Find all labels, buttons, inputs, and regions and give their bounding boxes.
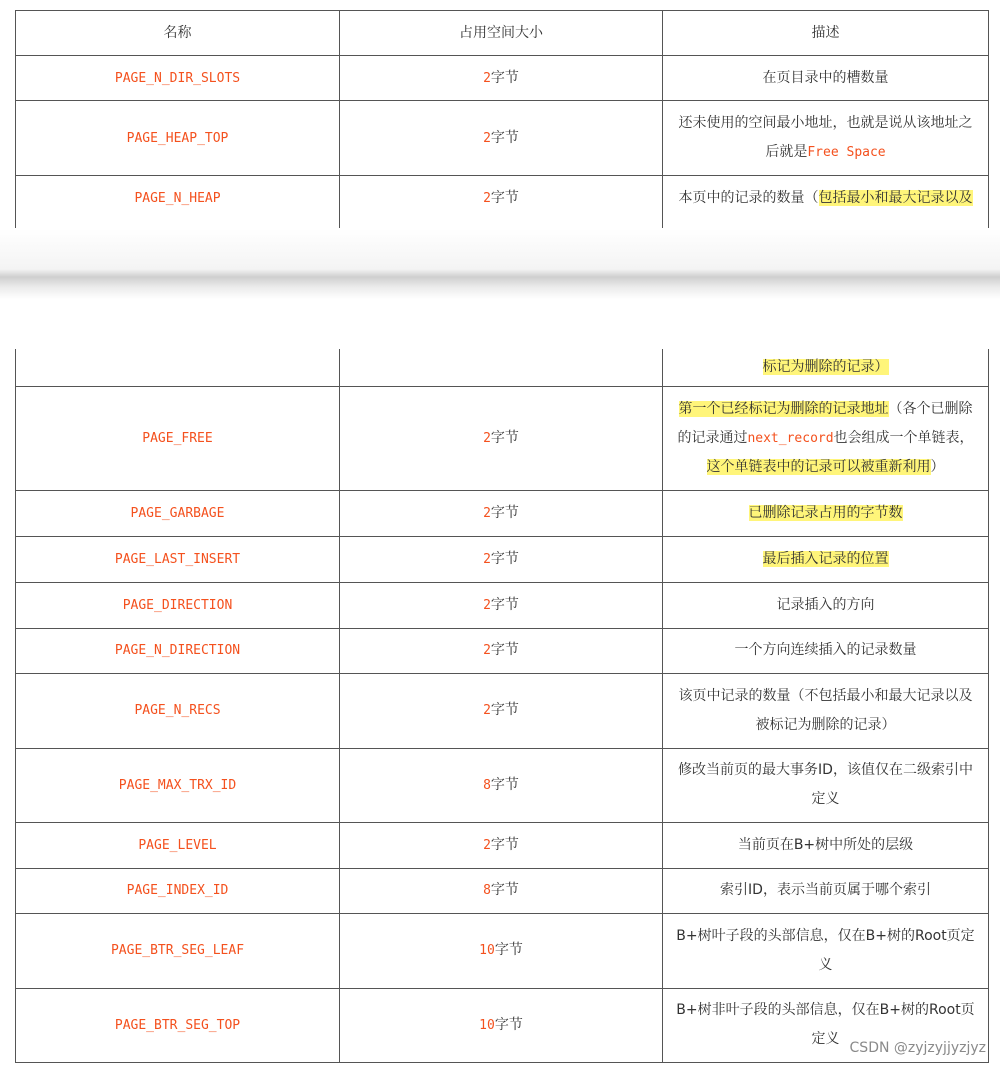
- description-cell: [663, 386, 989, 490]
- description-cell: [663, 490, 989, 536]
- table-row: [16, 56, 989, 101]
- field-name-cell: [16, 748, 340, 822]
- description-line: 定义: [811, 791, 840, 807]
- description-cell: [663, 913, 989, 988]
- table-row-continued: [16, 349, 989, 386]
- description-highlight: 第一个已经标记为删除的记录地址: [678, 400, 889, 417]
- description-line: B+树非叶子段的头部信息，仅在B+树的Root页: [676, 1002, 975, 1018]
- field-name-cell: [16, 536, 340, 582]
- description-cell: [663, 628, 989, 673]
- size-cell: [340, 913, 663, 988]
- description-cell: [663, 349, 989, 386]
- table-row: [16, 101, 989, 176]
- field-name-cell: [16, 913, 340, 988]
- size-value: 2: [483, 505, 491, 521]
- size-cell: [340, 748, 663, 822]
- description-code: Free Space: [807, 145, 886, 160]
- field-name: PAGE_N_RECS: [134, 703, 221, 718]
- field-name-cell: [16, 868, 340, 913]
- description-cell: [663, 536, 989, 582]
- size-value: 2: [483, 130, 491, 146]
- size-cell: [340, 582, 663, 628]
- description: 也会组成一个单链表，: [833, 429, 974, 446]
- size-value: 2: [483, 643, 491, 658]
- field-name-cell: [16, 490, 340, 536]
- table-row: [16, 490, 989, 536]
- description: 当前页在B+树中所处的层级: [737, 836, 914, 853]
- description-prefix: 的记录通过: [677, 429, 748, 446]
- description-highlight: 已删除记录占用的字节数: [748, 504, 903, 521]
- size-unit: 字节: [490, 776, 519, 793]
- field-name: PAGE_MAX_TRX_ID: [118, 777, 237, 793]
- description-prefix: 后就是: [765, 144, 808, 160]
- table-row: [16, 988, 989, 1062]
- column-header-size: 占用空间大小: [340, 11, 663, 56]
- header-table-top: [15, 10, 989, 228]
- header-table-bottom: [15, 349, 989, 1063]
- description: 本页中的记录的数量（: [678, 190, 819, 206]
- description-highlight: 标记为删除的记录）: [762, 358, 889, 375]
- size-unit: 字节: [490, 429, 519, 446]
- description-cell: [663, 176, 989, 228]
- description-cell: [663, 822, 989, 868]
- size-cell: [340, 536, 663, 582]
- description: 记录插入的方向: [776, 596, 875, 613]
- size-cell: [340, 628, 663, 673]
- description: 索引ID，表示当前页属于哪个索引: [720, 882, 931, 898]
- size-value: 2: [483, 551, 491, 567]
- description: 在页目录中的槽数量: [762, 69, 889, 86]
- field-name: PAGE_LAST_INSERT: [114, 551, 241, 567]
- field-name: PAGE_LEVEL: [138, 837, 217, 853]
- field-name-cell: [16, 673, 340, 748]
- size-unit: 字节: [490, 550, 519, 567]
- size-unit: 字节: [490, 836, 519, 853]
- size-value: 2: [483, 597, 491, 613]
- table-header-row: [16, 11, 989, 56]
- description-cell: [663, 582, 989, 628]
- table-row: [16, 386, 989, 490]
- size-cell: [340, 822, 663, 868]
- field-name-cell: [16, 822, 340, 868]
- size-unit: 字节: [490, 642, 519, 658]
- screenshot-divider: [0, 229, 1000, 299]
- size-unit: 字节: [494, 1016, 523, 1033]
- size-unit: 字节: [490, 596, 519, 613]
- field-name-cell: [16, 386, 340, 490]
- size-value: 2: [483, 191, 491, 206]
- size-value: 2: [483, 430, 491, 446]
- description-cell: [663, 56, 989, 101]
- size-cell: [340, 490, 663, 536]
- table-row: [16, 176, 989, 228]
- size-cell: [340, 101, 663, 176]
- description-highlight: 这个单链表中的记录可以被重新利用: [706, 458, 931, 475]
- description-line: B+树叶子段的头部信息，仅在B+树的Root页定: [676, 927, 975, 944]
- size-cell: [340, 988, 663, 1062]
- size-unit: 字节: [490, 882, 519, 898]
- size-unit: 字节: [490, 69, 519, 86]
- description-cell: [663, 101, 989, 176]
- description: （各个已删除: [888, 400, 973, 417]
- field-name: PAGE_FREE: [142, 430, 213, 446]
- field-name-cell: [16, 56, 340, 101]
- size-value: 10: [479, 1017, 495, 1033]
- watermark: CSDN @zyjzyjjyzjyz: [849, 1040, 986, 1056]
- field-name: PAGE_HEAP_TOP: [126, 130, 229, 146]
- table-row: [16, 628, 989, 673]
- field-name-cell: [16, 988, 340, 1062]
- field-name: PAGE_GARBAGE: [130, 505, 225, 521]
- field-name: PAGE_N_DIRECTION: [114, 643, 241, 658]
- size-cell: [340, 673, 663, 748]
- size-unit: 字节: [490, 702, 519, 718]
- size-unit: 字节: [490, 129, 519, 146]
- size-cell: [340, 386, 663, 490]
- description-cell: [663, 748, 989, 822]
- field-name: PAGE_BTR_SEG_LEAF: [110, 943, 245, 958]
- description-line: 被标记为删除的记录）: [755, 716, 896, 733]
- size-cell: [340, 868, 663, 913]
- field-name: PAGE_DIRECTION: [122, 597, 233, 613]
- table-row: [16, 868, 989, 913]
- size-value: 2: [483, 837, 491, 853]
- field-name-cell: [16, 582, 340, 628]
- size-unit: 字节: [494, 942, 523, 958]
- table-row: [16, 822, 989, 868]
- size-unit: 字节: [490, 190, 519, 206]
- description-line: 该页中记录的数量（不包括最小和最大记录以及: [678, 687, 973, 704]
- description: ）: [930, 458, 945, 475]
- field-name: PAGE_N_DIR_SLOTS: [114, 70, 241, 86]
- size-cell: [340, 56, 663, 101]
- table-row: [16, 748, 989, 822]
- size-value: 2: [483, 703, 491, 718]
- table-row: [16, 913, 989, 988]
- size-value: 10: [479, 943, 495, 958]
- field-name-cell: [16, 628, 340, 673]
- field-name: PAGE_N_HEAP: [134, 191, 221, 206]
- description-highlight: 最后插入记录的位置: [762, 550, 889, 567]
- table-row: [16, 582, 989, 628]
- table-row: [16, 536, 989, 582]
- description-line: 还未使用的空间最小地址，也就是说从该地址之: [678, 115, 973, 131]
- size-cell: [340, 176, 663, 228]
- field-name: PAGE_BTR_SEG_TOP: [114, 1017, 241, 1033]
- description-line: 定义: [811, 1031, 840, 1047]
- field-name-cell: [16, 101, 340, 176]
- field-name-cell: [16, 349, 340, 386]
- description: 一个方向连续插入的记录数量: [734, 642, 917, 658]
- description-line: 修改当前页的最大事务ID，该值仅在二级索引中: [678, 762, 973, 778]
- description-code: next_record: [747, 430, 834, 446]
- description-cell: [663, 868, 989, 913]
- size-value: 8: [483, 777, 491, 793]
- size-value: 8: [483, 883, 491, 898]
- field-name: PAGE_INDEX_ID: [126, 883, 229, 898]
- size-value: 2: [483, 70, 491, 86]
- size-cell: [340, 349, 663, 386]
- size-unit: 字节: [490, 504, 519, 521]
- column-header-name: 名称: [16, 11, 340, 56]
- description-line: 义: [818, 956, 833, 973]
- description-highlight: 包括最小和最大记录以及: [818, 190, 973, 206]
- description-cell: [663, 673, 989, 748]
- column-header-desc: 描述: [663, 11, 989, 56]
- table-row: [16, 673, 989, 748]
- field-name-cell: [16, 176, 340, 228]
